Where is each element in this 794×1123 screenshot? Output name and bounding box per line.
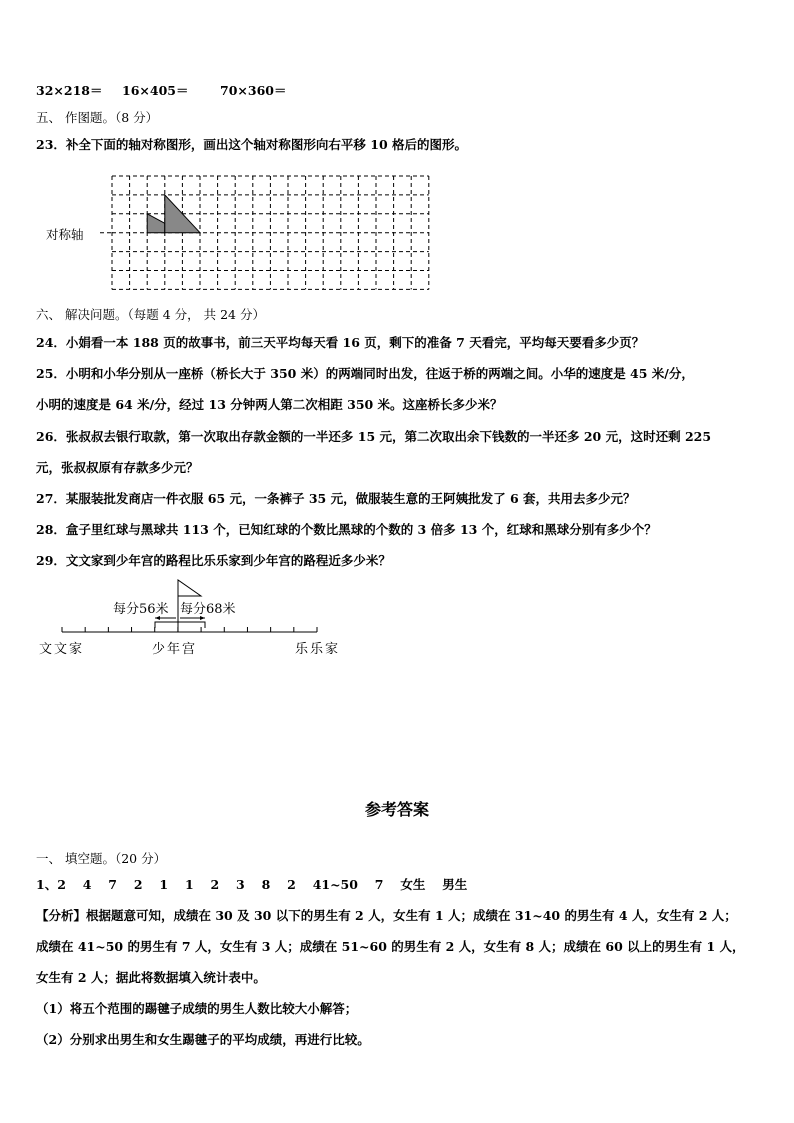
question-28: 28．盒子里红球与黑球共 113 个，已知红球的个数比黑球的个数的 3 倍多 13 个，红球和黑球分别有多少个？ xyxy=(36,522,657,537)
section-5-heading: 五、 作图题。（8 分） xyxy=(36,110,159,125)
lele-home-label: 乐乐家 xyxy=(295,642,341,657)
question-27: 27．某服装批发商店一件衣服 65 元，一条裤子 35 元，做服装生意的王阿姨批发了 6 套，共用去多少元？ xyxy=(36,491,636,506)
youth-palace-label: 少年宫 xyxy=(152,642,198,657)
wenwen-home-label: 文文家 xyxy=(39,642,85,657)
calc-1: 32×218＝ xyxy=(36,83,103,98)
analysis-line-1: 【分析】根据题意可知，成绩在 30 及 30 以下的男生有 2 人，女生有 1 人；成绩在 31~40 的男生有 4 人，女生有 2 人； xyxy=(36,908,737,923)
calc-2: 16×405＝ xyxy=(122,83,189,98)
distance-brace xyxy=(155,622,205,628)
axis-label: 对称轴 xyxy=(46,227,84,242)
analysis-line-3: 女生有 2 人；据此将数据填入统计表中。 xyxy=(36,970,266,985)
answer-section-1: 一、 填空题。（20 分） xyxy=(36,851,167,866)
question-23: 23．补全下面的轴对称图形，画出这个轴对称图形向右平移 10 格后的图形。 xyxy=(36,137,467,152)
question-24: 24．小娟看一本 188 页的故事书，前三天平均每天看 16 页，剩下的准备 7 天看完，平均每天要看多少页？ xyxy=(36,335,645,350)
left-speed-label: 每分56米 xyxy=(113,602,169,617)
calc-3: 70×360＝ xyxy=(220,83,287,98)
question-25-line1: 25．小明和小华分别从一座桥（桥长大于 350 米）的两端同时出发，往返于桥的两端之间。小华的速度是 45 米/分， xyxy=(36,366,694,381)
analysis-line-2: 成绩在 41~50 的男生有 7 人，女生有 3 人；成绩在 51~60 的男生有 2 人，女生有 8 人；成绩在 60 以上的男生有 1 人， xyxy=(36,939,745,954)
question-29: 29．文文家到少年宫的路程比乐乐家到少年宫的路程近多少米？ xyxy=(36,553,391,568)
step-2: （2）分别求出男生和女生踢毽子的平均成绩，再进行比较。 xyxy=(36,1032,370,1047)
question-26-line1: 26．张叔叔去银行取款，第一次取出存款金额的一半还多 15 元，第二次取出余下钱数的一半还多 20 元，这时还剩 225 xyxy=(36,429,712,444)
question-26-line2: 元，张叔叔原有存款多少元？ xyxy=(36,460,199,475)
question-25-line2: 小明的速度是 64 米/分，经过 13 分钟两人第二次相距 350 米。这座桥长多少米？ xyxy=(36,397,503,412)
right-speed-label: 每分68米 xyxy=(180,602,236,617)
answer-1: 1、2 4 7 2 1 1 2 3 8 2 41~50 7 女生 男生 xyxy=(36,877,468,892)
answer-title: 参考答案 xyxy=(364,800,429,819)
step-1: （1）将五个范围的踢毽子成绩的男生人数比较大小解答； xyxy=(36,1001,358,1016)
flag-icon xyxy=(178,580,201,596)
section-6-heading: 六、 解决问题。（每题 4 分， 共 24 分） xyxy=(36,307,265,322)
small-shape xyxy=(147,214,165,233)
